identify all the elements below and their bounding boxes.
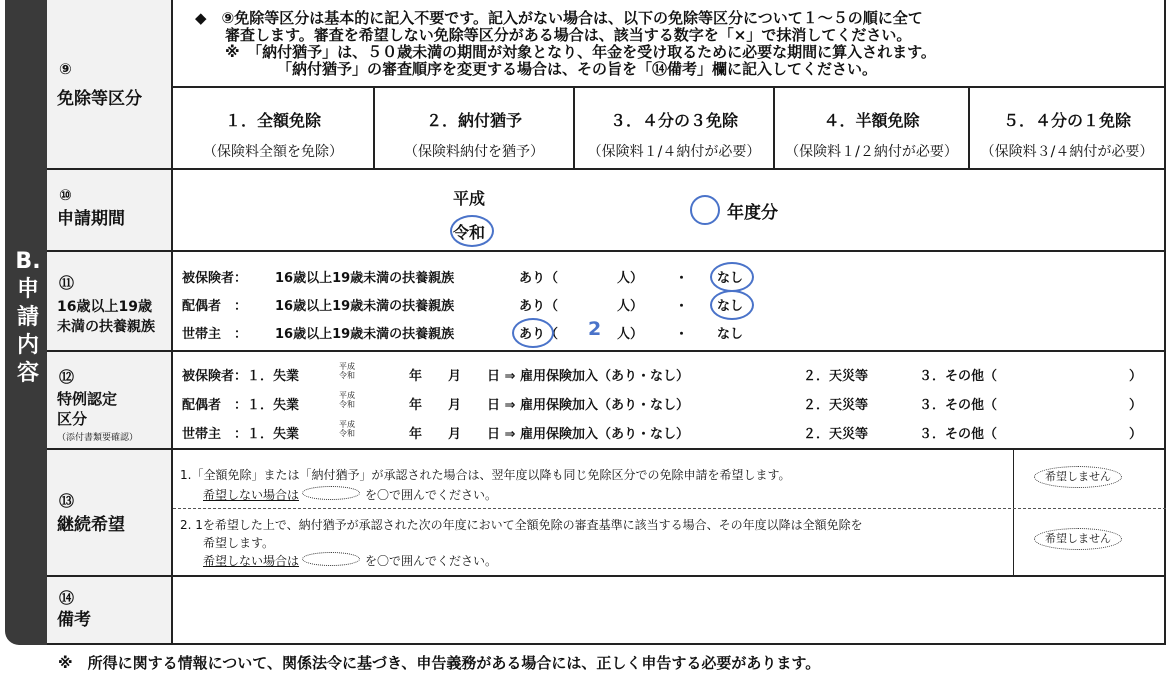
row-continuation (47, 450, 1166, 577)
dependents-unit: 人） (617, 327, 644, 342)
cert-person: 被保険者：１．失業 (182, 369, 300, 384)
cert-date[interactable]: 年 月 日 ⇒ 雇用保険加入（あり・なし） (409, 427, 689, 442)
cert-other[interactable]: ３．その他（ (919, 427, 998, 442)
cert-person: 配偶者 ：１．失業 (182, 398, 300, 413)
era-heisei: 平成 (339, 391, 355, 400)
era-heisei: 平成 (339, 362, 355, 371)
row-dependents (47, 252, 1166, 352)
dependents-unit: 人） (617, 299, 644, 314)
row-title: 備考 (57, 610, 91, 630)
era-selected-mark (450, 215, 494, 247)
dependents-no[interactable]: なし (717, 299, 744, 314)
year-input[interactable] (690, 195, 720, 225)
continuation-item-2: 2. 1を希望した上で、納付猶予が承認された次の年度において全額免除の審査基準に該当する場合、その年度以降は全額免除を (180, 518, 863, 532)
note-line: ※ 「納付猶予」は、５０歳未満の期間が対象となり、年金を受け取るために必要な期間に算入されます。 (225, 43, 936, 61)
note-line: 審査します。審査を希望しない免除等区分がある場合は、該当する数字を「×」で抹消してください。 (225, 26, 912, 44)
dependents-no[interactable]: なし (717, 271, 744, 286)
cert-other-close: ） (1129, 398, 1143, 413)
row-application-period (47, 170, 1166, 252)
dependents-yes[interactable]: あり（ (519, 271, 559, 286)
cert-other[interactable]: ３．その他（ (919, 398, 998, 413)
person-label: 被保険者： (182, 271, 248, 286)
era-reiwa: 令和 (339, 429, 355, 438)
option-column-divider (1013, 450, 1014, 575)
section-tab-label: B.申請内容 (15, 249, 41, 386)
era-reiwa: 令和 (339, 371, 355, 380)
dependents-yes[interactable]: あり（ (519, 299, 559, 314)
category-quarter-exemption[interactable]: ５．４分の１免除 （保険料３/４納付が必要） (968, 88, 1164, 168)
row-title: 16歳以上19歳 (57, 299, 152, 315)
dependents-yes-mark (512, 318, 554, 348)
dependent-desc: 16歳以上19歳未満の扶養親族 (275, 271, 455, 286)
category-payment-deferral[interactable]: ２．納付猶予 （保険料納付を猶予） (373, 88, 573, 168)
row-label (47, 352, 173, 448)
dependent-desc: 16歳以上19歳未満の扶養親族 (275, 299, 455, 314)
continuation-item-1: 1.「全額免除」または「納付猶予」が承認された場合は、翌年度以降も同じ免除区分での免除申請を希望します。 (180, 468, 791, 482)
row-remarks (47, 577, 1166, 645)
separator: ・ (675, 299, 689, 314)
row-subtitle: （添付書類要確認） (57, 433, 139, 443)
continuation-item-2-cont: 希望します。 (203, 536, 275, 550)
row-title: 継続希望 (57, 515, 125, 535)
footer-note: ※ 所得に関する情報について、関係法令に基づき、申告義務がある場合には、正しく申告する必要があります。 (58, 654, 821, 672)
row-exemption-category (47, 0, 1166, 170)
continuation-instruction: を〇で囲んでください。 (365, 554, 498, 568)
cert-date[interactable]: 年 月 日 ⇒ 雇用保険加入（あり・なし） (409, 398, 689, 413)
row-number: ⑨ (59, 60, 72, 78)
row-number: ⑫ (59, 368, 75, 386)
row-special-certification (47, 352, 1166, 450)
row-number: ⑬ (59, 492, 75, 510)
row-label (47, 252, 173, 350)
row-label (47, 577, 173, 643)
person-label: 世帯主 ： (182, 327, 248, 342)
row-label (47, 0, 173, 168)
cert-disaster[interactable]: ２．天災等 (803, 398, 869, 413)
era-reiwa: 令和 (453, 223, 486, 242)
era-heisei: 平成 (453, 189, 486, 208)
cert-disaster[interactable]: ２．天災等 (803, 427, 869, 442)
cert-other[interactable]: ３．その他（ (919, 369, 998, 384)
decline-continuation-1[interactable]: 希望しません (1034, 466, 1122, 488)
category-full-exemption[interactable]: １．全額免除 （保険料全額を免除） (203, 111, 343, 160)
cert-person: 世帯主 ：１．失業 (182, 427, 300, 442)
cert-date[interactable]: 年 月 日 ⇒ 雇用保険加入（あり・なし） (409, 369, 689, 384)
row-title: 免除等区分 (57, 89, 142, 109)
dependents-unit: 人） (617, 271, 644, 286)
item-divider (173, 508, 1166, 509)
era-heisei: 平成 (339, 420, 355, 429)
dependents-yes[interactable]: あり（ (519, 327, 559, 342)
row-title: 申請期間 (57, 209, 125, 229)
separator: ・ (675, 271, 689, 286)
cert-other-close: ） (1129, 369, 1143, 384)
row-title: 未満の扶養親族 (57, 319, 155, 335)
fiscal-year-suffix: 年度分 (727, 203, 778, 223)
note-line: ◆ ⑨免除等区分は基本的に記入不要です。記入がない場合は、以下の免除等区分について１～５の順に全て (195, 9, 923, 27)
dependents-no-mark (710, 262, 754, 292)
dependents-count[interactable]: 2 (588, 318, 602, 340)
category-half-exemption[interactable]: ４．半額免除 （保険料１/２納付が必要） (773, 88, 968, 168)
dependents-no[interactable]: なし (717, 327, 744, 342)
sample-oval (302, 552, 360, 566)
category-three-quarter-exemption[interactable]: ３．４分の３免除 （保険料１/４納付が必要） (573, 88, 773, 168)
cert-disaster[interactable]: ２．天災等 (803, 369, 869, 384)
decline-continuation-2[interactable]: 希望しません (1034, 528, 1122, 550)
row-label (47, 170, 173, 250)
row-number: ⑭ (59, 589, 75, 607)
row-title: 特例認定 (57, 390, 118, 408)
era-reiwa: 令和 (339, 400, 355, 409)
separator: ・ (675, 327, 689, 342)
sample-oval (302, 486, 360, 500)
continuation-instruction: 希望しない場合は (203, 488, 300, 502)
dependent-desc: 16歳以上19歳未満の扶養親族 (275, 327, 455, 342)
remarks-field[interactable] (177, 581, 1157, 639)
dependents-no-mark (710, 290, 754, 320)
note-line: 「納付猶予」の審査順序を変更する場合は、その旨を「⑭備考」欄に記入してください。 (277, 60, 878, 78)
row-label (47, 450, 173, 575)
person-label: 配偶者 ： (182, 299, 248, 314)
continuation-instruction: 希望しない場合は (203, 554, 300, 568)
row-number: ⑩ (59, 186, 72, 204)
section-tab (5, 0, 47, 645)
cert-other-close: ） (1129, 427, 1143, 442)
continuation-instruction: を〇で囲んでください。 (365, 488, 498, 502)
row-title: 区分 (57, 410, 88, 428)
row-number: ⑪ (59, 274, 75, 292)
